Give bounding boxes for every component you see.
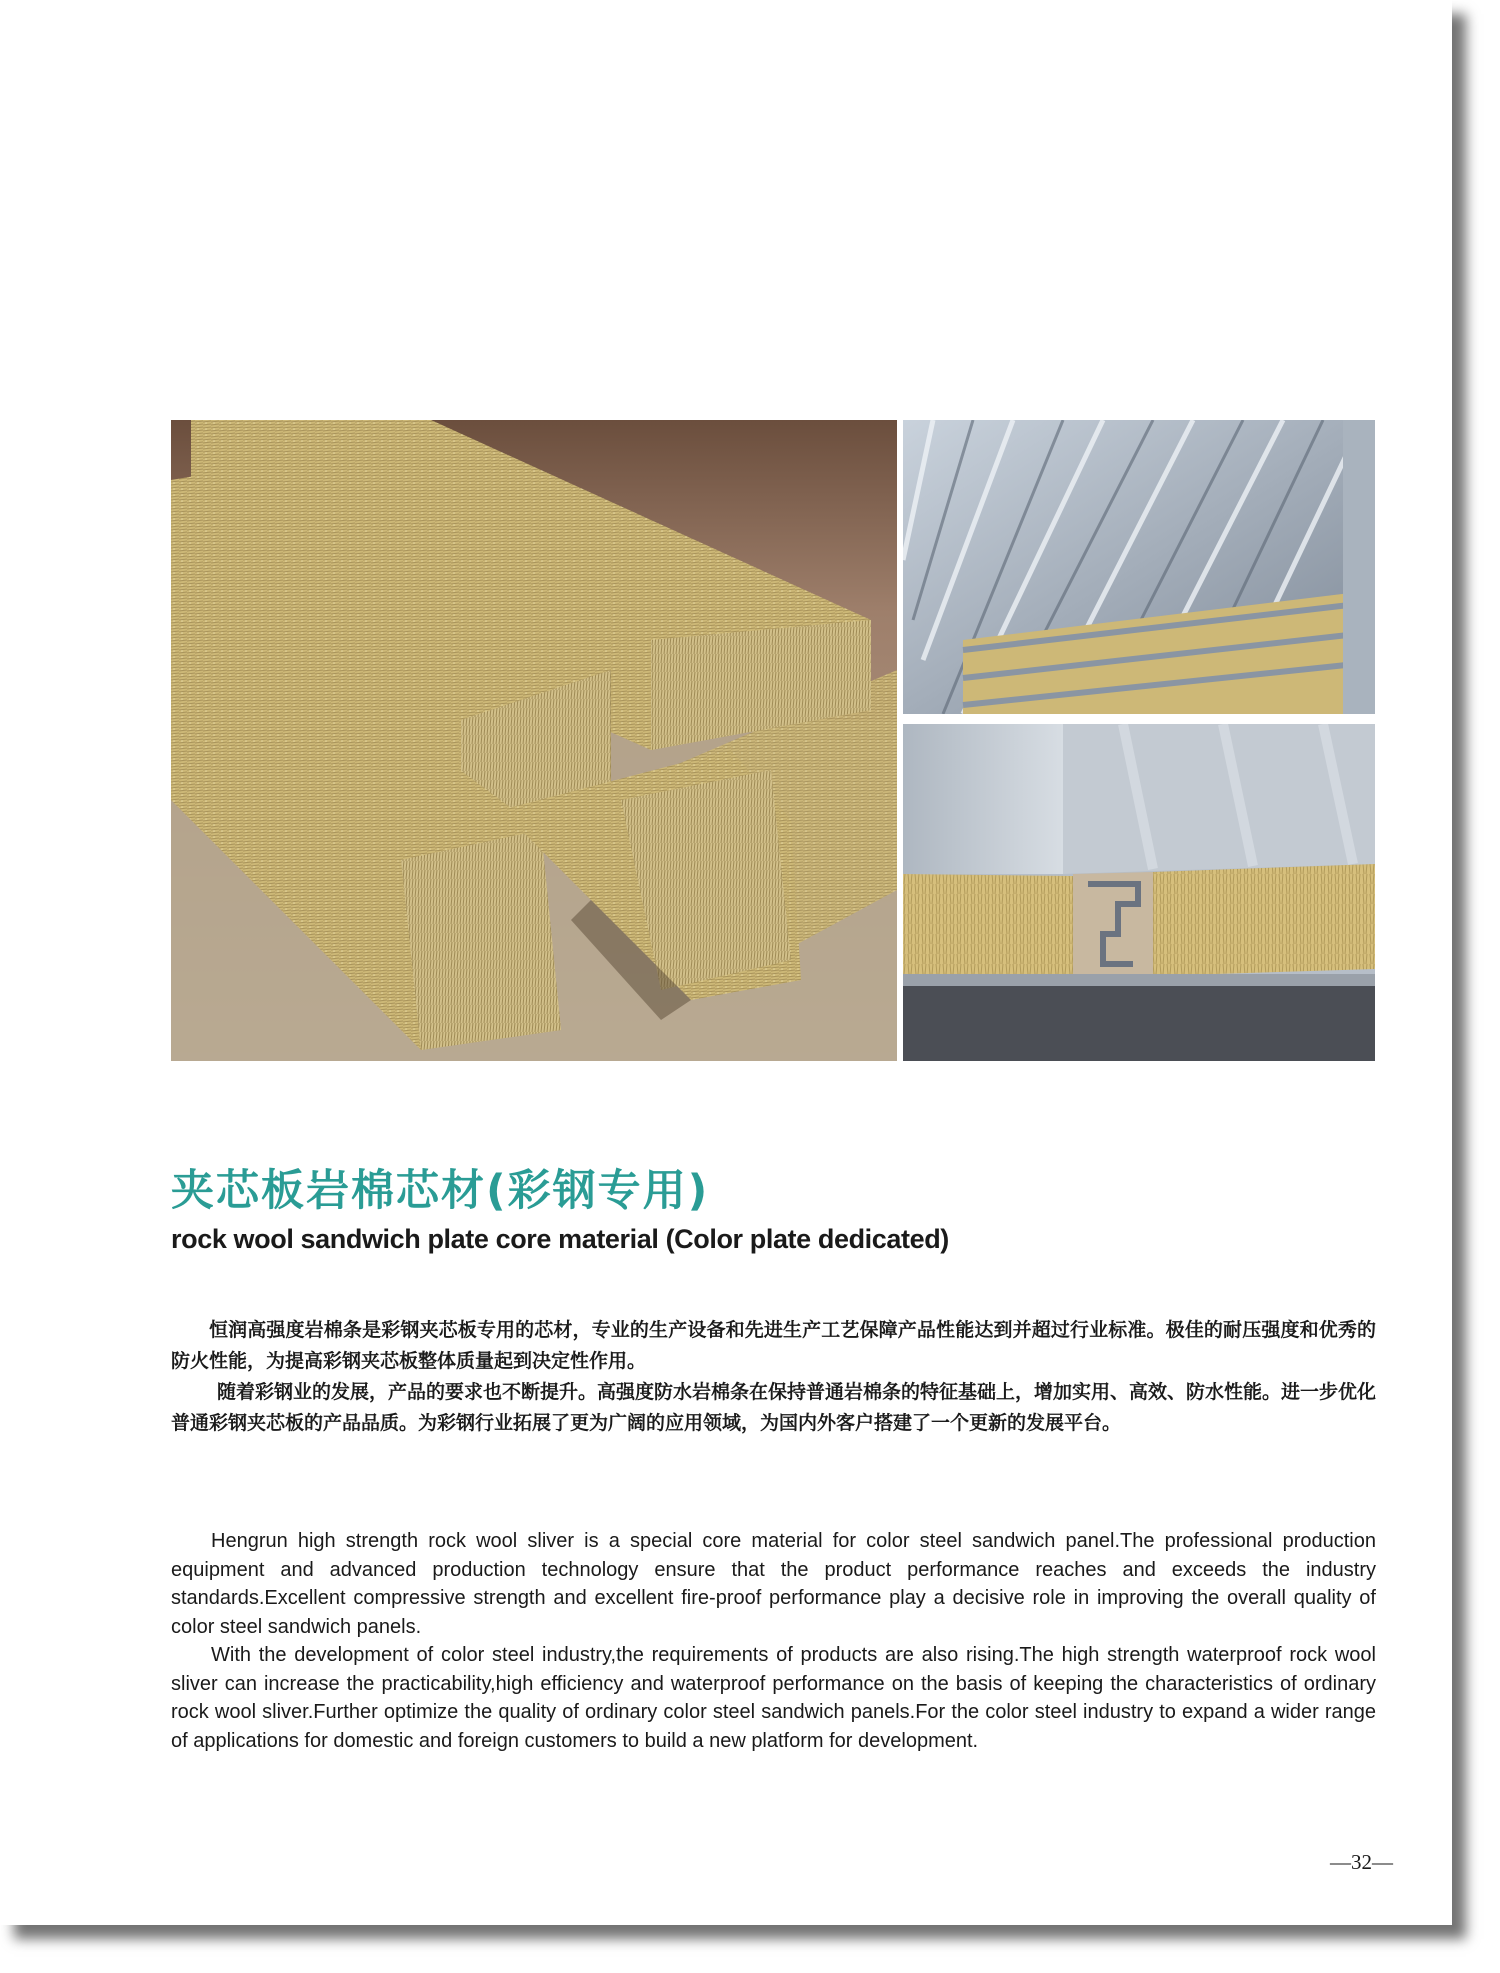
english-description — [171, 1527, 1376, 1755]
rock-wool-strips-photo — [171, 420, 897, 1061]
chinese-paragraph: 恒润高强度岩棉条是彩钢夹芯板专用的芯材，专业的生产设备和先进生产工艺保障产品性能达到并超过行业标准。极佳的耐压强度和优秀的防火性能，为提高彩钢夹芯板整体质量起到决定性作用。 — [171, 1319, 1376, 1372]
page-number: —32— — [1330, 1850, 1393, 1874]
panel-joint-section-photo — [903, 724, 1375, 1061]
chinese-paragraph: 随着彩钢业的发展，产品的要求也不断提升。高强度防水岩棉条在保持普通岩棉条的特征基础上，增加实用、高效、防水性能。进一步优化普通彩钢夹芯板的产品品质。为彩钢行业拓展了更为广阔的应用领域，为国内外客户搭建了一个更新的发展平台。 — [171, 1381, 1377, 1434]
corrugated-sandwich-panels-photo — [903, 420, 1375, 714]
chinese-description — [171, 1315, 1376, 1439]
english-paragraph: With the development of color steel industry,the requirements of products are also rising.The high strength waterproof rock wool sliver can increase the practicability,high efficiency and waterproof performance on the basis of keeping the characteristics of ordinary rock wool sliver.Further optimize the quality of ordinary color steel sandwich panels.For the color steel industry to expand a wider range of applications for domestic and foreign customers to build a new platform for development. — [171, 1644, 1376, 1752]
title-chinese: 夹芯板岩棉芯材(彩钢专用) — [171, 1166, 710, 1216]
title-english: rock wool sandwich plate core material (Color plate dedicated) — [171, 1224, 949, 1254]
english-paragraph: Hengrun high strength rock wool sliver is a special core material for color steel sandwich panel.The professional production equipment and advanced production technology ensure that the product performance reaches and exceeds the industry standards.Excellent compressive strength and excellent fire-proof performance play a decisive role in improving the overall quality of color steel sandwich panels. — [171, 1530, 1376, 1638]
